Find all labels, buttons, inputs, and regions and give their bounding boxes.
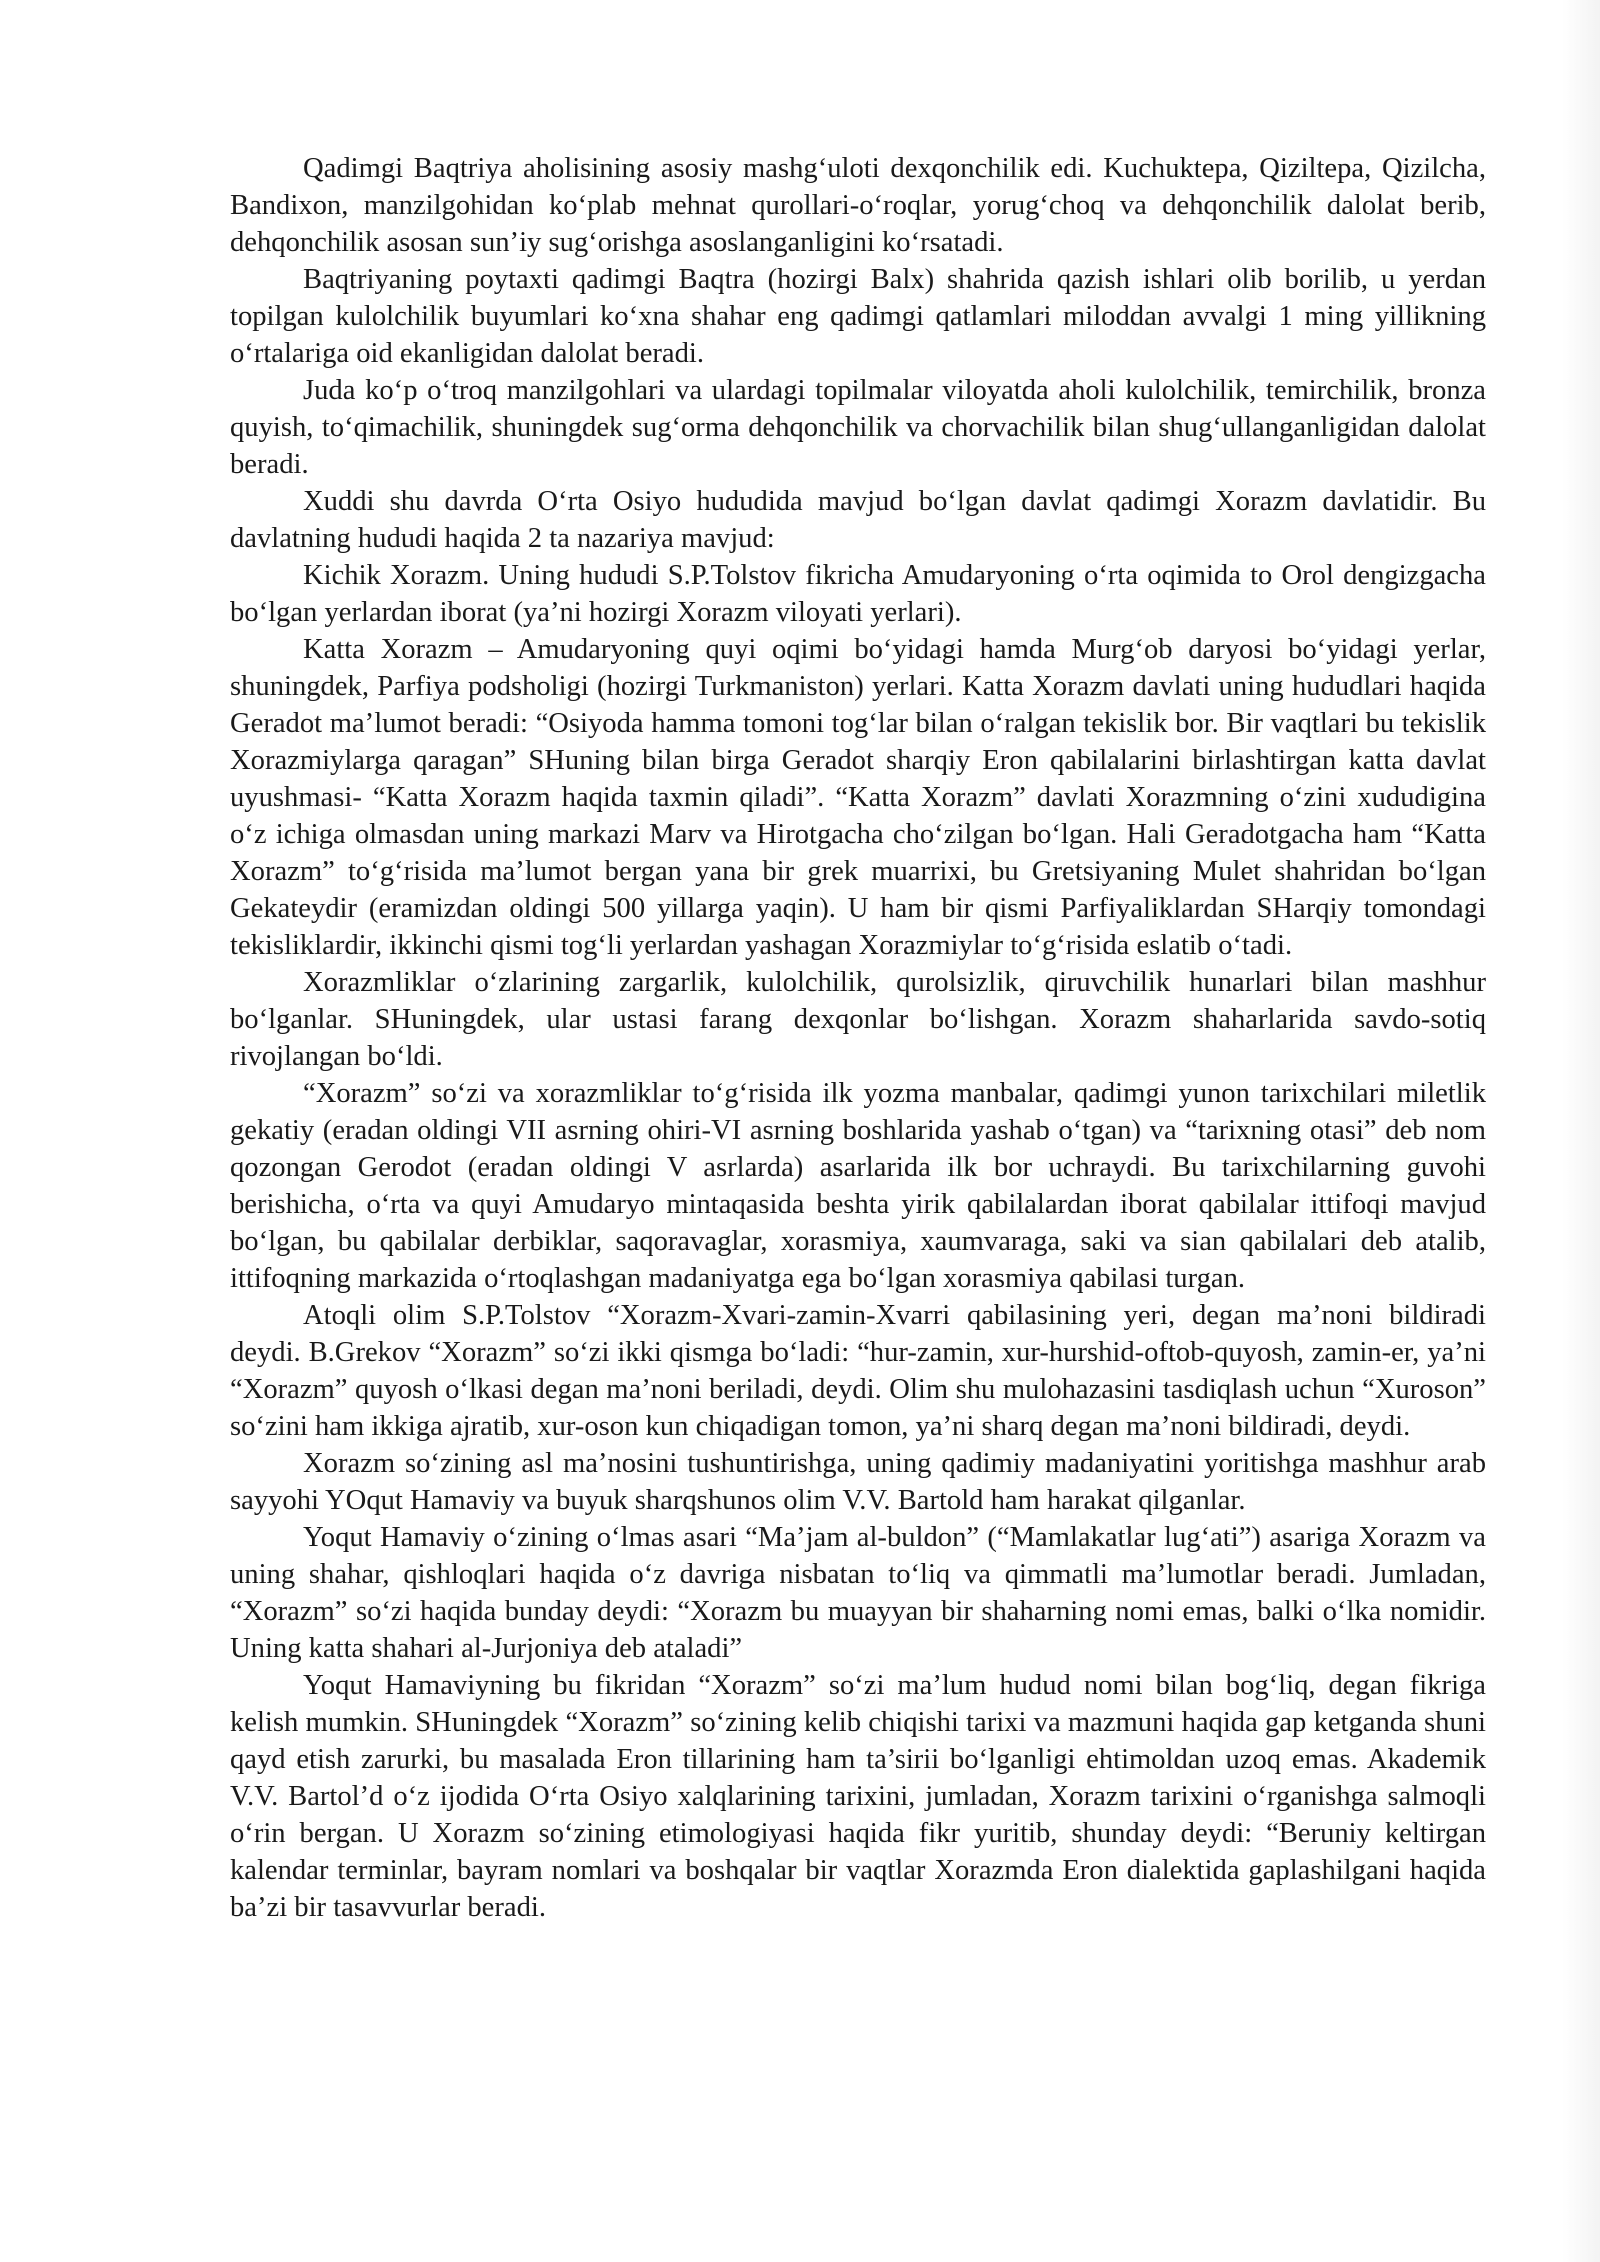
paragraph-written-sources: “Xorazm” so‘zi va xorazmliklar to‘g‘risida ilk yozma manbalar, qadimgi yunon tarixchilari miletlik gekatiy (eradan oldingi VII asrning ohiri-VI asrning boshlarida yashab o‘tgan) va “tarixning otasi” deb nom qozongan Gerodot (eradan oldingi V asrlarda) asarlarida ilk bor uchraydi. Bu tarixchilarning guvohi berishicha, o‘rta va quyi Amudaryo mintaqasida beshta yirik qabilalardan iborat qabilalar ittifoqi mavjud bo‘lgan, bu qabilalar derbiklar, saqoravaglar, xorasmiya, xaumvaraga, saki va sian qabilalari deb atalib, ittifoqning markazida o‘rtoqlashgan madaniyatga ega bo‘lgan xorasmiya qabilasi turgan. [230,1078,1486,1294]
paragraph-great-khorezm: Katta Xorazm – Amudaryoning quyi oqimi bo‘yidagi hamda Murg‘ob daryosi bo‘yidagi yerlar, shuningdek, Parfiya podsholigi (hozirgi Turkmaniston) yerlari. Katta Xorazm davlati uning hududlari haqida Geradot ma’lumot beradi: “Osiyoda hamma tomoni tog‘lar bilan o‘ralgan tekislik bor. Bir vaqtlari bu tekislik Xorazmiylarga qaragan” SHuning bilan birga Geradot sharqiy Eron qabilalarini birlashtirgan katta davlat uyushmasi- “Katta Xorazm haqida taxmin qiladi”. “Katta Xorazm” davlati Xorazmning o‘zini xududigina o‘z ichiga olmasdan uning markazi Marv va Hirotgacha cho‘zilgan bo‘lgan. Hali Geradotgacha ham “Katta Xorazm” to‘g‘risida ma’lumot bergan yana bir grek muarrixi, bu Gretsiyaning Mulet shahridan bo‘lgan Gekateydir (eramizdan oldingi 500 yillarga yaqin). U ham bir qismi Parfiyaliklardan SHarqiy tomondagi tekisliklardir, ikkinchi qismi tog‘li yerlardan yashagan Xorazmiylar to‘g‘risida eslatib o‘tadi. [230,634,1486,961]
paragraph-name-meaning: Xorazm so‘zining asl ma’nosini tushuntirishga, uning qadimiy madaniyatini yoritishga mashhur arab sayyohi YOqut Hamaviy va buyuk sharqshunos olim V.V. Bartold ham harakat qilganlar. [230,1448,1486,1516]
paragraph-small-khorezm: Kichik Xorazm. Uning hududi S.P.Tolstov fikricha Amudaryoning o‘rta oqimida to Orol dengizgacha bo‘lgan yerlardan iborat (ya’ni hozirgi Xorazm viloyati yerlari). [230,560,1486,628]
page-edge-shadow [1562,0,1600,2262]
paragraph-khorezm-crafts: Xorazmliklar o‘zlarining zargarlik, kulolchilik, qurolsizlik, qiruvchilik hunarlari bilan mashhur bo‘lganlar. SHuningdek, ular ustasi farang dexqonlar bo‘lishgan. Xorazm shaharlarida savdo-sotiq rivojlangan bo‘ldi. [230,967,1486,1072]
paragraph-tolstov-grekov: Atoqli olim S.P.Tolstov “Xorazm-Xvari-zamin-Xvarri qabilasining yeri, degan ma’noni bildiradi deydi. B.Grekov “Xorazm” so‘zi ikki qismga bo‘ladi: “hur-zamin, xur-hurshid-oftob-quyosh, zamin-er, ya’ni “Xorazm” quyosh o‘lkasi degan ma’noni beriladi, deydi. Olim shu mulohazasini tasdiqlash uchun “Xuroson” so‘zini ham ikkiga ajratib, xur-oson kun chiqadigan tomon, ya’ni sharq degan ma’noni bildiradi, deydi. [230,1300,1486,1442]
paragraph-bartold: Yoqut Hamaviyning bu fikridan “Xorazm” so‘zi ma’lum hudud nomi bilan bog‘liq, degan fikriga kelish mumkin. SHuningdek “Xorazm” so‘zining kelib chiqishi tarixi va mazmuni haqida gap ketganda shuni qayd etish zarurki, bu masalada Eron tillarining ham ta’sirii bo‘lganligi ehtimoldan uzoq emas. Akademik V.V. Bartol’d o‘z ijodida O‘rta Osiyo xalqlarining tarixini, jumladan, Xorazm tarixini o‘rganishga salmoqli o‘rin bergan. U Xorazm so‘zining etimologiyasi haqida fikr yuritib, shunday deydi: “Beruniy keltirgan kalendar terminlar, bayram nomlari va boshqalar bir vaqtlar Xorazmda Eron dialektida gaplashilgani haqida ba’zi bir tasavvurlar beradi. [230,1670,1486,1923]
paragraph-khorezm-state: Xuddi shu davrda O‘rta Osiyo hududida mavjud bo‘lgan davlat qadimgi Xorazm davlatidir. Bu davlatning hududi haqida 2 ta nazariya mavjud: [230,486,1486,554]
paragraph-settlements: Juda ko‘p o‘troq manzilgohlari va ulardagi topilmalar viloyatda aholi kulolchilik, temirchilik, bronza quyish, to‘qimachilik, shuningdek sug‘orma dehqonchilik va chorvachilik bilan shug‘ullanganligidan dalolat beradi. [230,375,1486,480]
document-body [230,150,1486,1926]
paragraph-baqtra-capital: Baqtriyaning poytaxti qadimgi Baqtra (hozirgi Balx) shahrida qazish ishlari olib borilib, u yerdan topilgan kulolchilik buyumlari ko‘xna shahar eng qadimgi qatlamlari miloddan avvalgi 1 ming yillikning o‘rtalariga oid ekanligidan dalolat beradi. [230,264,1486,369]
paragraph-baqtriya-agriculture: Qadimgi Baqtriya aholisining asosiy mashg‘uloti dexqonchilik edi. Kuchuktepa, Qiziltepa, Qizilcha, Bandixon, manzilgohidan ko‘plab mehnat qurollari-o‘roqlar, yorug‘choq va dehqonchilik dalolat berib, dehqonchilik asosan sun’iy sug‘orishga asoslanganligini ko‘rsatadi. [230,153,1486,258]
paragraph-yoqut-hamaviy: Yoqut Hamaviy o‘zining o‘lmas asari “Ma’jam al-buldon” (“Mamlakatlar lug‘ati”) asariga Xorazm va uning shahar, qishloqlari haqida o‘z davriga nisbatan to‘liq va qimmatli ma’lumotlar beradi. Jumladan, “Xorazm” so‘zi haqida bunday deydi: “Xorazm bu muayyan bir shaharning nomi emas, balki o‘lka nomidir. Uning katta shahari al-Jurjoniya deb ataladi” [230,1522,1486,1664]
